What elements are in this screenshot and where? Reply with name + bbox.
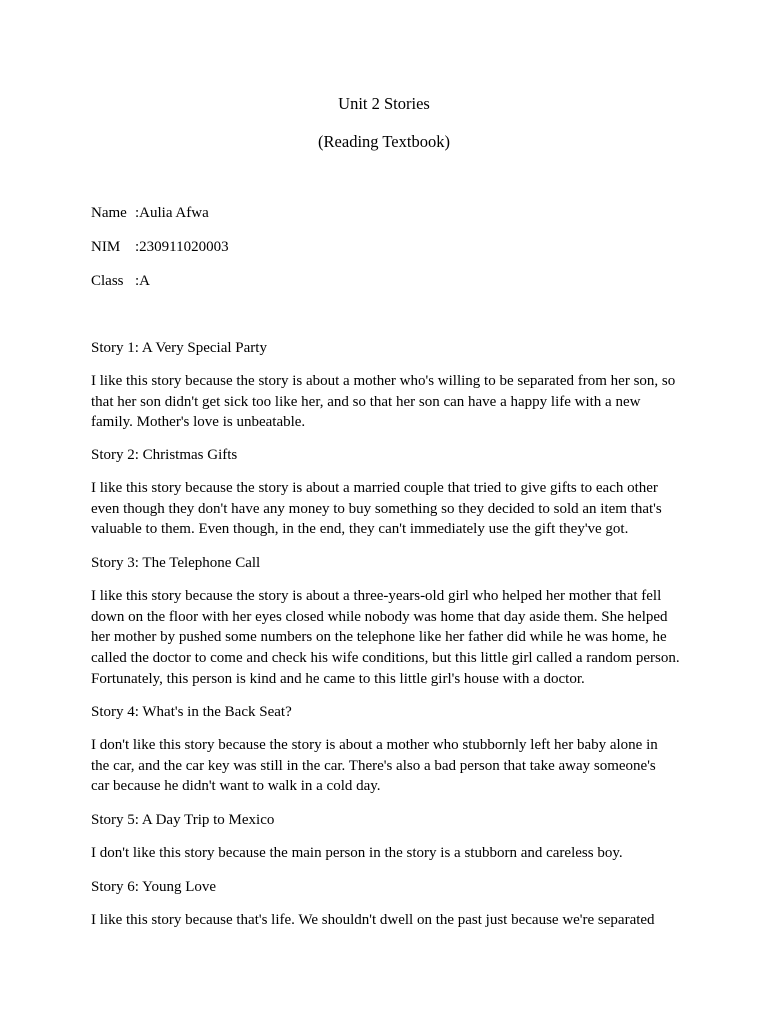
paragraph-line: Fortunately, this person is kind and he came to this little girl's house with a doctor. [91,670,585,687]
paragraph-line: family. Mother's love is unbeatable. [91,414,306,431]
story-4-paragraph [91,735,691,797]
paragraph-line: valuable to them. Even though, in the end, they can't immediately use the gift they've got. [91,521,629,538]
paragraph-line: I don't like this story because the main person in the story is a stubborn and careless boy. [91,845,623,861]
meta-class-separator: : [135,273,140,289]
document-subtitle: (Reading Textbook) [318,132,450,151]
meta-name-separator: : [135,205,140,221]
meta-name-label: Name [91,205,127,221]
meta-nim-separator: : [135,239,140,255]
story-6-heading: Story 6: Young Love [91,879,217,895]
meta-class-label: Class [91,273,124,289]
story-4-heading: Story 4: What's in the Back Seat? [91,704,292,720]
meta-nim-row [91,237,229,257]
paragraph-line: called the doctor to come and check his wife conditions, but this little girl called a random person. [91,650,680,667]
paragraph-line: I don't like this story because the story is about a mother who stubbornly left her baby alone in [91,737,658,753]
meta-nim-label: NIM [91,239,121,255]
story-2-paragraph [91,478,691,540]
meta-name-value: Aulia Afwa [139,205,209,221]
paragraph-line: I like this story because the story is about a three-years-old girl who helped her mother that fell [91,588,662,604]
paragraph-line: that her son didn't get sick too like her, and so that her son can have a happy life with a new [91,393,641,410]
meta-class-value: A [139,273,151,289]
document-title: Unit 2 Stories [338,94,430,113]
meta-name-row [91,203,209,223]
meta-class-row [91,271,150,291]
paragraph-line: I like this story because that's life. We shouldn't dwell on the past just because we're separated [91,912,655,928]
paragraph-line: down on the floor with her eyes closed while nobody was home that day aside them. She helped [91,608,668,625]
story-6-paragraph [91,910,691,931]
story-3-heading: Story 3: The Telephone Call [91,555,261,571]
paragraph-line: her mother by pushed some numbers on the telephone like her father did while he was home, he [91,629,667,646]
paragraph-line: I like this story because the story is about a married couple that tried to give gifts to each other [91,480,658,496]
paragraph-line: I like this story because the story is about a mother who's willing to be separated from her son, so [91,373,676,389]
story-2-heading: Story 2: Christmas Gifts [91,447,238,463]
story-1-heading: Story 1: A Very Special Party [91,340,267,356]
meta-nim-value: 230911020003 [139,239,229,255]
story-5-heading: Story 5: A Day Trip to Mexico [91,812,275,828]
story-5-paragraph [91,843,691,864]
paragraph-line: car because he didn't want to walk in a cold day. [91,778,381,795]
story-3-paragraph [91,586,691,690]
paragraph-line: the car, and the car key was still in the car. There's also a bad person that take away someone's [91,757,656,774]
story-1-paragraph [91,371,691,433]
paragraph-line: even though they don't have any money to buy something so they decided to sold an item that's [91,500,662,517]
